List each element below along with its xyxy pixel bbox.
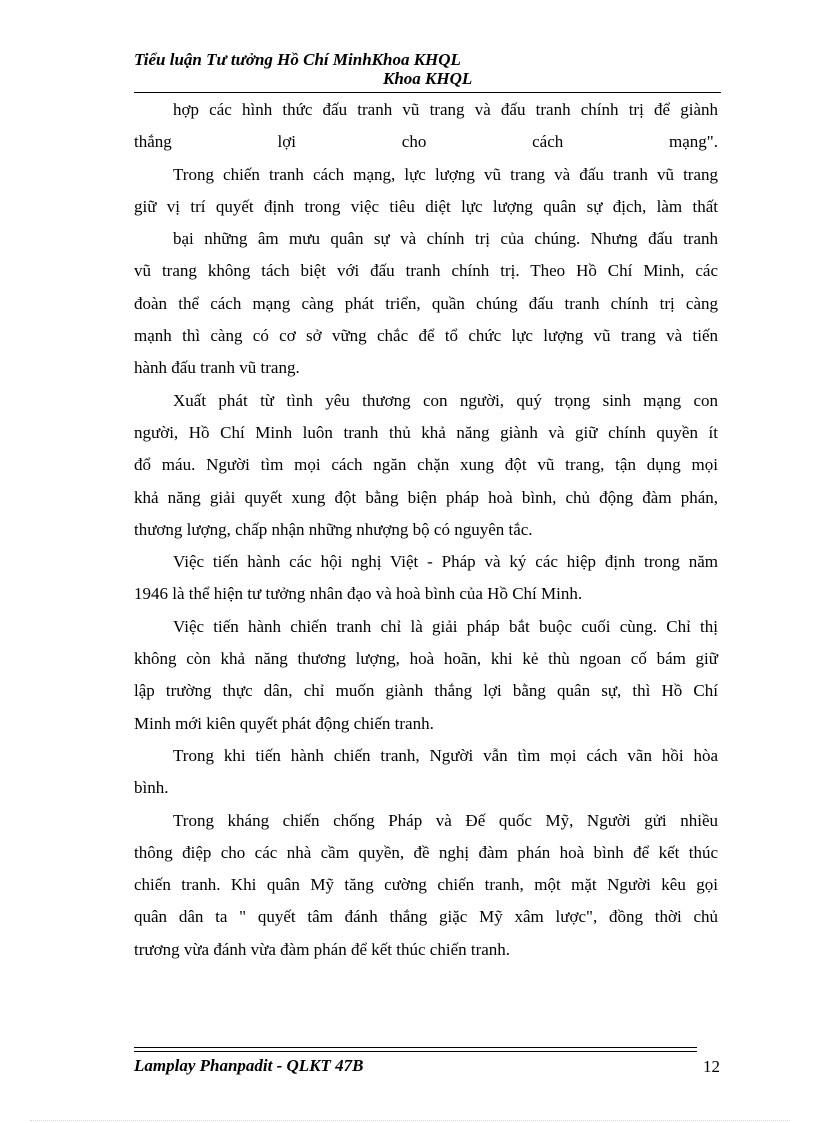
page-bottom-border <box>30 1120 790 1121</box>
text-line: hành đấu tranh vũ trang. <box>134 358 300 378</box>
text-line: chiến tranh. Khi quân Mỹ tăng cường chiến tranh, một mặt Người kêu gọi <box>134 875 718 895</box>
paragraph-2 <box>134 159 718 385</box>
text-line: 1946 là thể hiện tư tưởng nhân đạo và hoà bình của Hồ Chí Minh. <box>134 584 583 604</box>
text-line: thương lượng, chấp nhận những nhượng bộ có nguyên tắc. <box>134 519 533 539</box>
text-line: bại những âm mưu quân sự và chính trị của chúng. Nhưng đấu tranh <box>173 229 718 249</box>
text-line: Trong kháng chiến chống Pháp và Đế quốc Mỹ, Người gửi nhiều <box>173 810 718 830</box>
text-line: quân dân ta " quyết tâm đánh thắng giặc Mỹ xâm lược", đồng thời chủ <box>134 907 718 927</box>
paragraph-4 <box>134 546 718 611</box>
paragraph-5 <box>134 611 718 740</box>
paragraph-7 <box>134 805 718 966</box>
text-line: Trong chiến tranh cách mạng, lực lượng vũ trang và đấu tranh vũ trang <box>173 164 718 184</box>
page-number: 12 <box>703 1057 720 1076</box>
header-department: Khoa KHQL <box>383 69 473 88</box>
text-line: giữ vị trí quyết định trong việc tiêu diệt lực lượng quân sự địch, làm thất <box>134 196 718 216</box>
text-line: trương vừa đánh vừa đàm phán để kết thúc chiến tranh. <box>134 939 511 959</box>
document-body <box>134 94 718 966</box>
text-line: vũ trang không tách biệt với đấu tranh chính trị. Theo Hồ Chí Minh, các <box>134 261 718 281</box>
text-line: đổ máu. Người tìm mọi cách ngăn chặn xung đột vũ trang, tận dụng mọi <box>134 455 718 475</box>
text-line: Minh mới kiên quyết phát động chiến tranh. <box>134 713 434 733</box>
header-rule <box>134 92 721 93</box>
text-line: lập trường thực dân, chỉ muốn giành thắng lợi bằng quân sự, thì Hồ Chí <box>134 681 718 701</box>
text-line: thắng lợi cho cách mạng". <box>134 132 718 152</box>
text-line: Xuất phát từ tình yêu thương con người, quý trọng sinh mạng con <box>173 390 718 410</box>
text-line: Việc tiến hành các hội nghị Việt - Pháp và ký các hiệp định trong năm <box>173 552 718 572</box>
paragraph-3 <box>134 385 718 546</box>
paragraph-6 <box>134 740 718 805</box>
text-line: Trong khi tiến hành chiến tranh, Người vẫn tìm mọi cách vãn hồi hòa <box>173 745 718 765</box>
text-line: Việc tiến hành chiến tranh chỉ là giải pháp bắt buộc cuối cùng. Chỉ thị <box>173 616 718 636</box>
footer-author: Lamplay Phanpadit - QLKT 47B <box>134 1056 364 1075</box>
header-title: Tiểu luận Tư tưởng Hồ Chí MinhKhoa KHQL <box>134 50 461 69</box>
footer-rule-double <box>134 1051 697 1052</box>
text-line: không còn khả năng thương lượng, hoà hoãn, khi kẻ thù ngoan cố bám giữ <box>134 649 718 669</box>
text-line: người, Hồ Chí Minh luôn tranh thủ khả năng giành và giữ chính quyền ít <box>134 422 718 442</box>
paragraph-1 <box>134 94 718 159</box>
footer-rule <box>134 1047 697 1048</box>
page-header <box>134 50 724 88</box>
text-line: đoàn thể cách mạng càng phát triển, quần chúng đấu tranh chính trị càng <box>134 293 718 313</box>
text-line: khả năng giải quyết xung đột bằng biện pháp hoà bình, chủ động đàm phán, <box>134 487 718 507</box>
text-line: mạnh thì càng có cơ sở vững chắc để tổ chức lực lượng vũ trang và tiến <box>134 326 718 346</box>
text-line: thông điệp cho các nhà cầm quyền, đề nghị đàm phán hoà bình để kết thúc <box>134 842 718 862</box>
text-line: hợp các hình thức đấu tranh vũ trang và đấu tranh chính trị để giành <box>173 100 718 119</box>
text-line: bình. <box>134 778 169 798</box>
